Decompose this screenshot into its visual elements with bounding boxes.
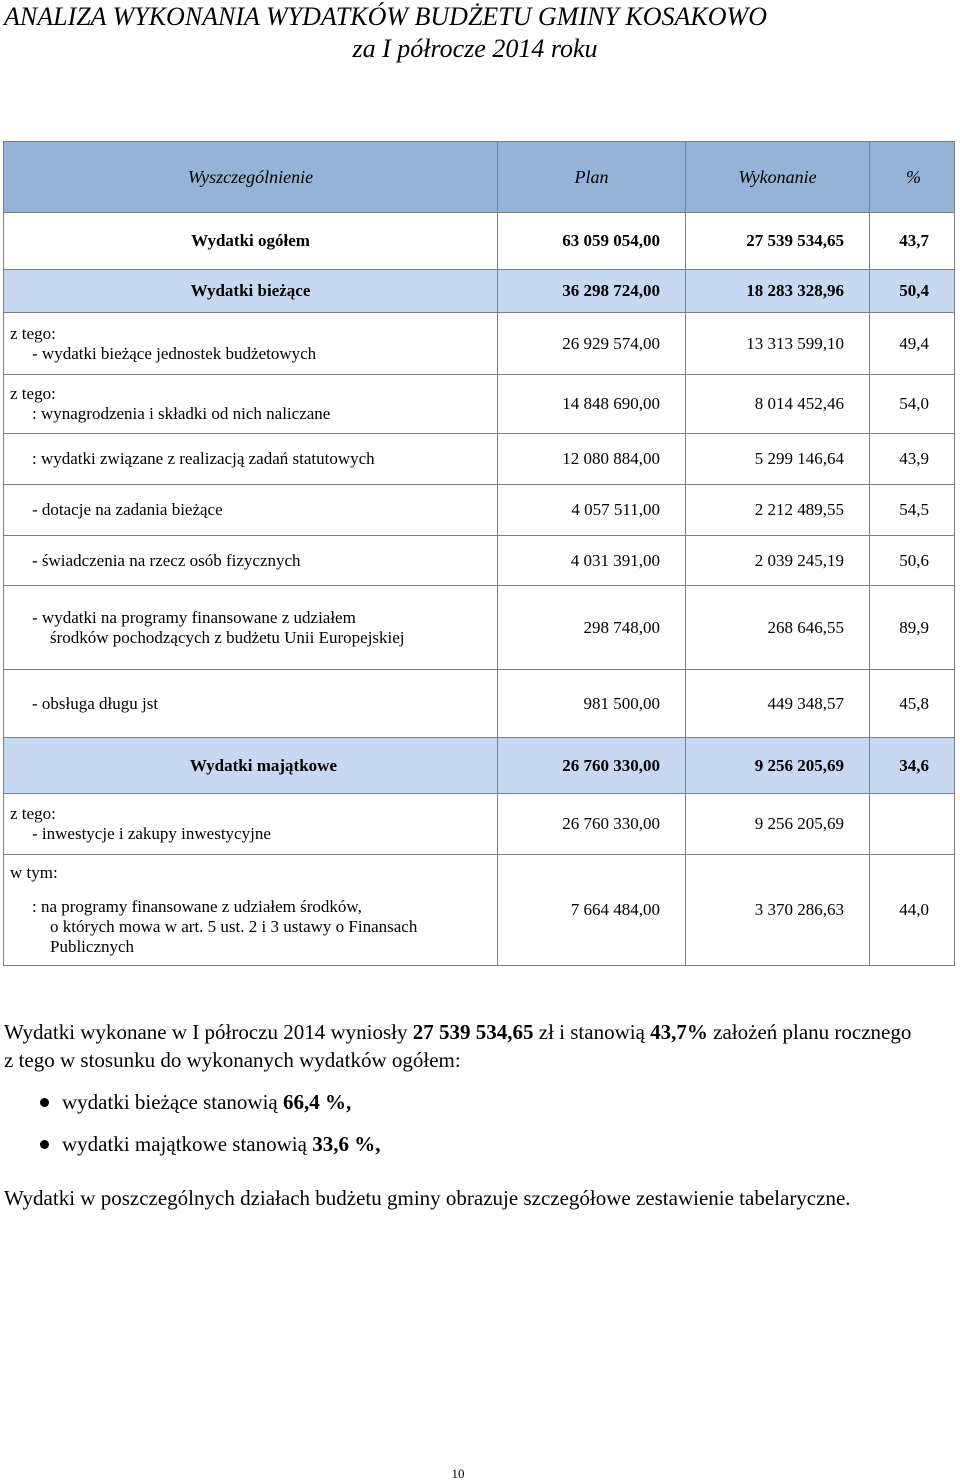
row-plan: 12 080 884,00: [498, 434, 686, 485]
row-plan: 26 760 330,00: [498, 738, 686, 794]
budget-table: [3, 141, 955, 966]
bullet-icon: [40, 1098, 49, 1107]
col-header-percent: %: [870, 142, 955, 213]
row-plan: 298 748,00: [498, 586, 686, 670]
row-percent: [870, 794, 955, 855]
total-percent: 43,7%: [650, 1020, 708, 1044]
table-row-programy-art5: [4, 855, 955, 966]
row-wykonanie: 13 313 599,10: [686, 313, 870, 375]
row-label: - obsługa długu jst: [4, 670, 498, 738]
row-label: Wydatki majątkowe: [4, 738, 498, 794]
row-plan: 26 760 330,00: [498, 794, 686, 855]
row-wykonanie: 9 256 205,69: [686, 738, 870, 794]
document-title: ANALIZA WYKONANIA WYDATKÓW BUDŻETU GMINY KOSAKOWO: [4, 2, 767, 31]
col-header-plan: Plan: [498, 142, 686, 213]
row-label: - wydatki na programy finansowane z udziałem środków pochodzących z budżetu Unii Europejskiej: [4, 586, 498, 670]
table-row-wydatki-ogolem: [4, 213, 955, 270]
row-percent: 34,6: [870, 738, 955, 794]
col-header-wykonanie: Wykonanie: [686, 142, 870, 213]
row-plan: 7 664 484,00: [498, 855, 686, 966]
row-percent: 54,0: [870, 375, 955, 434]
row-wykonanie: 8 014 452,46: [686, 375, 870, 434]
row-label: Wydatki ogółem: [4, 213, 498, 270]
row-percent: 50,4: [870, 270, 955, 313]
row-wykonanie: 27 539 534,65: [686, 213, 870, 270]
table-row-dotacje: [4, 485, 955, 536]
table-row-wydatki-biezace: [4, 270, 955, 313]
row-wykonanie: 449 348,57: [686, 670, 870, 738]
table-row-majatkowe: [4, 738, 955, 794]
table-row-swiadczenia: [4, 536, 955, 586]
row-plan: 26 929 574,00: [498, 313, 686, 375]
row-percent: 50,6: [870, 536, 955, 586]
row-wykonanie: 268 646,55: [686, 586, 870, 670]
row-label: - świadczenia na rzecz osób fizycznych: [4, 536, 498, 586]
total-amount: 27 539 534,65: [412, 1020, 534, 1044]
bullet-icon: [40, 1140, 49, 1149]
row-wykonanie: 2 212 489,55: [686, 485, 870, 536]
row-percent: 54,5: [870, 485, 955, 536]
table-row-wynagrodzenia: [4, 375, 955, 434]
row-label: - dotacje na zadania bieżące: [4, 485, 498, 536]
summary-paragraph: Wydatki wykonane w I półroczu 2014 wyniosły 27 539 534,65 zł i stanowią 43,7% założeń planu rocznego z tego w stosunku do wykonanych wydatków ogółem:: [4, 1020, 912, 1072]
row-percent: 44,0: [870, 855, 955, 966]
row-percent: 43,9: [870, 434, 955, 485]
row-plan: 981 500,00: [498, 670, 686, 738]
summary-bullets: [40, 1087, 380, 1171]
row-wykonanie: 18 283 328,96: [686, 270, 870, 313]
document-subtitle: za I półrocze 2014 roku: [352, 34, 598, 63]
row-wykonanie: 5 299 146,64: [686, 434, 870, 485]
row-plan: 36 298 724,00: [498, 270, 686, 313]
row-label: Wydatki bieżące: [4, 270, 498, 313]
row-label: z tego: - inwestycje i zakupy inwestycyjne: [4, 794, 498, 855]
row-plan: 63 059 054,00: [498, 213, 686, 270]
table-row-programy-ue: [4, 586, 955, 670]
row-label: z tego: - wydatki bieżące jednostek budżetowych: [4, 313, 498, 375]
table-row-jednostek: [4, 313, 955, 375]
col-header-description: Wyszczególnienie: [4, 142, 498, 213]
row-plan: 4 057 511,00: [498, 485, 686, 536]
row-wykonanie: 9 256 205,69: [686, 794, 870, 855]
row-wykonanie: 2 039 245,19: [686, 536, 870, 586]
closing-paragraph: Wydatki w poszczególnych działach budżetu gminy obrazuje szczegółowe zestawienie tabelaryczne.: [4, 1186, 851, 1210]
table-row-inwestycje: [4, 794, 955, 855]
row-percent: 89,9: [870, 586, 955, 670]
row-label: z tego: : wynagrodzenia i składki od nich naliczane: [4, 375, 498, 434]
row-label: w tym: : na programy finansowane z udziałem środków, o których mowa w art. 5 ust. 2 i 3 ustawy o Finansach Publicznych: [4, 855, 498, 966]
row-wykonanie: 3 370 286,63: [686, 855, 870, 966]
row-percent: 49,4: [870, 313, 955, 375]
table-row-dlug: [4, 670, 955, 738]
table-row-statutowych: [4, 434, 955, 485]
list-item: wydatki bieżące stanowią 66,4 %,: [40, 1087, 380, 1117]
row-percent: 45,8: [870, 670, 955, 738]
row-label: : wydatki związane z realizacją zadań statutowych: [4, 434, 498, 485]
page-number: 10: [451, 1466, 465, 1481]
row-percent: 43,7: [870, 213, 955, 270]
table-header-row: [4, 142, 955, 213]
row-plan: 4 031 391,00: [498, 536, 686, 586]
list-item: wydatki majątkowe stanowią 33,6 %,: [40, 1129, 380, 1159]
row-plan: 14 848 690,00: [498, 375, 686, 434]
